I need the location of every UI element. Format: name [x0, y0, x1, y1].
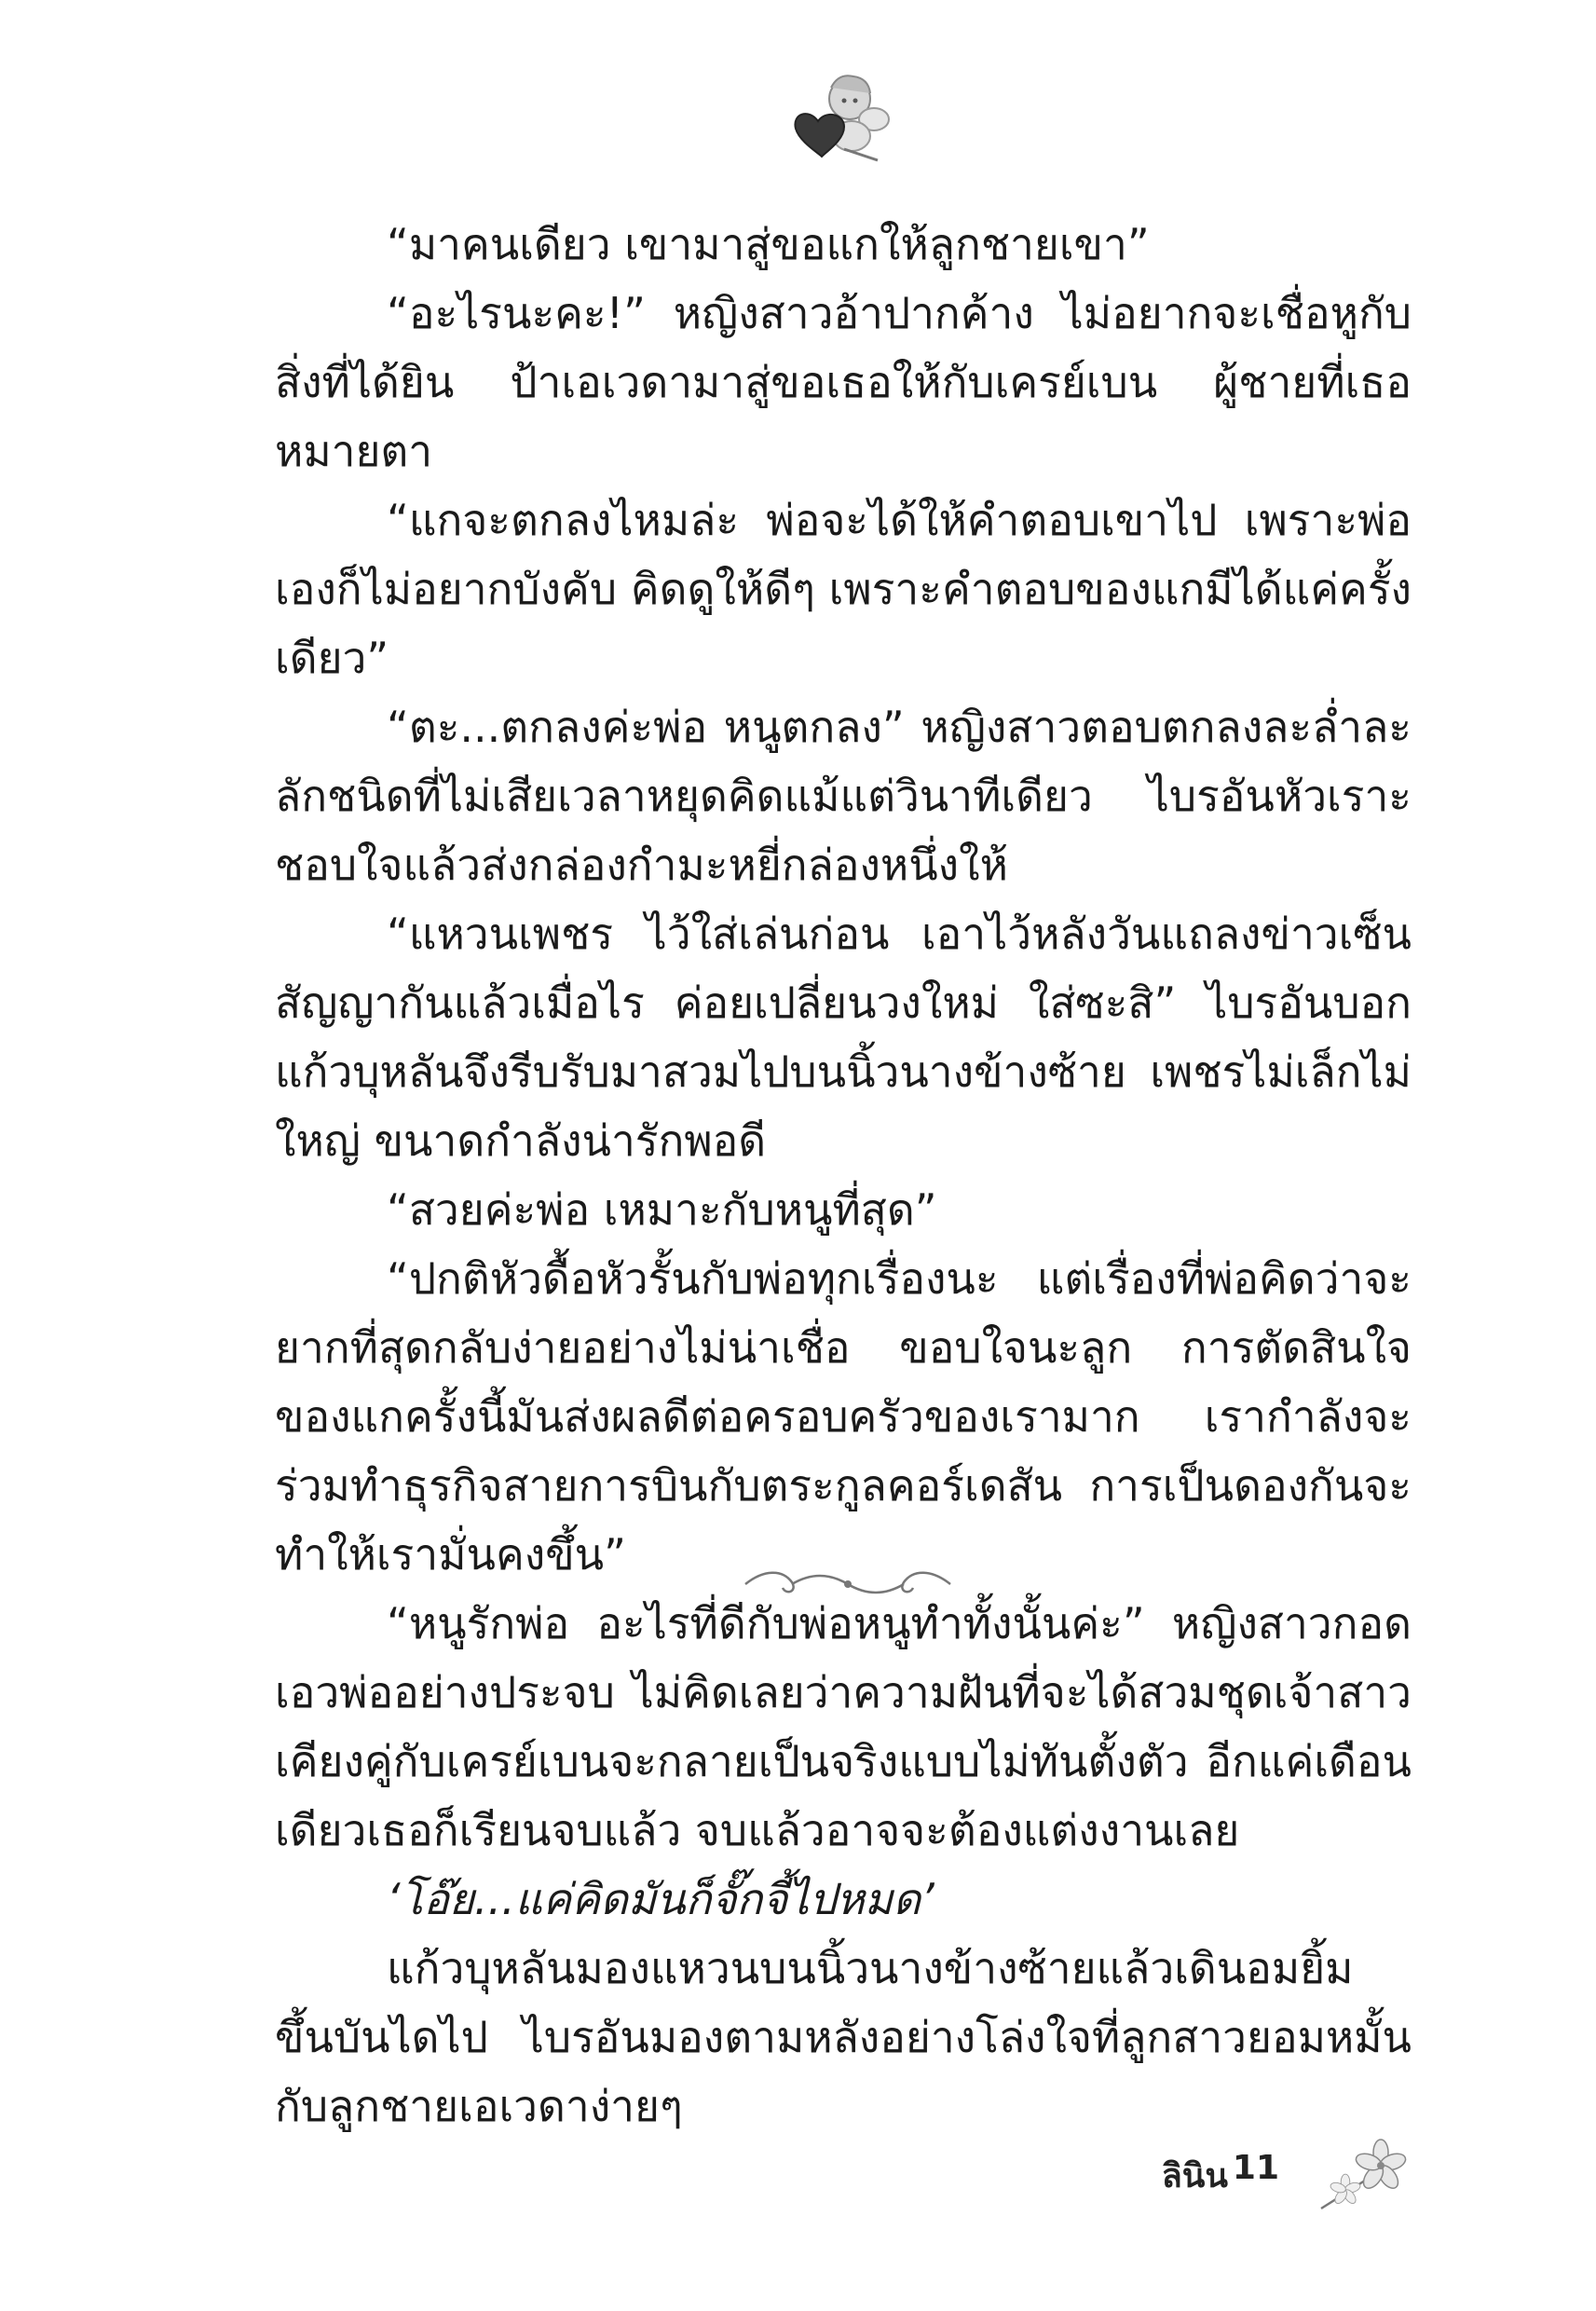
- body-text: [275, 210, 1412, 2140]
- paragraph: “ตะ...ตกลงค่ะพ่อ หนูตกลง” หญิงสาวตอบตกลงละล่ำละลักชนิดที่ไม่เสียเวลาหยุดคิดแม้แต่วินาทีเดียว ไบรอันหัวเราะชอบใจแล้วส่งกล่องกำมะหยี่กล่องหนึ่งให้: [275, 702, 1412, 890]
- paragraph: “แหวนเพชร ไว้ใส่เล่นก่อน เอาไว้หลังวันแถลงข่าวเซ็นสัญญากันแล้วเมื่อไร ค่อยเปลี่ยนวงใหม่ ใส่ซะสิ” ไบรอันบอก แก้วบุหลันจึงรีบรับมาสวมไปบนนิ้วนางข้างซ้าย เพชรไม่เล็กไม่ใหญ่ ขนาดกำลังน่ารักพอดี: [275, 909, 1412, 1166]
- flower-icon: [1314, 2134, 1416, 2218]
- book-title: ลินิน: [1161, 2157, 1228, 2195]
- paragraph-thought: ‘โอ๊ย...แค่คิดมันก็จั๊กจี้ไปหมด’: [387, 1874, 934, 1924]
- paragraph: “อะไรนะคะ!” หญิงสาวอ้าปากค้าง ไม่อยากจะเชื่อหูกับสิ่งที่ได้ยิน ป้าเอเวดามาสู่ขอเธอให้กับเครย์เบน ผู้ชายที่เธอหมายตา: [275, 288, 1412, 476]
- paragraph: “สวยค่ะพ่อ เหมาะกับหนูที่สุด”: [387, 1184, 937, 1235]
- paragraph: แก้วบุหลันมองแหวนบนนิ้วนางข้างซ้ายแล้วเดินอมยิ้มขึ้นบันไดไป ไบรอันมองตามหลังอย่างโล่งใจที่ลูกสาวยอมหมั้นกับลูกชายเอเวดาง่ายๆ: [275, 1943, 1412, 2131]
- paragraph: “ปกติหัวดื้อหัวรั้นกับพ่อทุกเรื่องนะ แต่เรื่องที่พ่อคิดว่าจะยากที่สุดกลับง่ายอย่างไม่น่าเชื่อ ขอบใจนะลูก การตัดสินใจของแกครั้งนี้มันส่งผลดีต่อครอบครัวของเรามาก เรากำลังจะร่วมทำธุรกิจสายการบินกับตระกูลคอร์เดสัน การเป็นดองกันจะทำให้เรามั่นคงขึ้น”: [275, 1253, 1412, 1579]
- cherub-heart-icon: [783, 67, 894, 170]
- page-footer: [0, 2134, 1596, 2227]
- scroll-divider-icon: [736, 1566, 960, 1603]
- page-number: 11: [1232, 2149, 1279, 2187]
- paragraph: “หนูรักพ่อ อะไรที่ดีกับพ่อหนูทำทั้งนั้นค่ะ” หญิงสาวกอดเอวพ่ออย่างประจบ ไม่คิดเลยว่าความฝันที่จะได้สวมชุดเจ้าสาวเคียงคู่กับเครย์เบนจะกลายเป็นจริงแบบไม่ทันตั้งตัว อีกแค่เดือนเดียวเธอก็เรียนจบแล้ว จบแล้วอาจจะต้องแต่งงานเลย: [275, 1598, 1412, 1855]
- paragraph: “มาคนเดียว เขามาสู่ขอแกให้ลูกชายเขา”: [387, 219, 1150, 269]
- paragraph: “แกจะตกลงไหมล่ะ พ่อจะได้ให้คำตอบเขาไป เพราะพ่อเองก็ไม่อยากบังคับ คิดดูให้ดีๆ เพราะคำตอบของแกมีได้แค่ครั้งเดียว”: [275, 495, 1412, 683]
